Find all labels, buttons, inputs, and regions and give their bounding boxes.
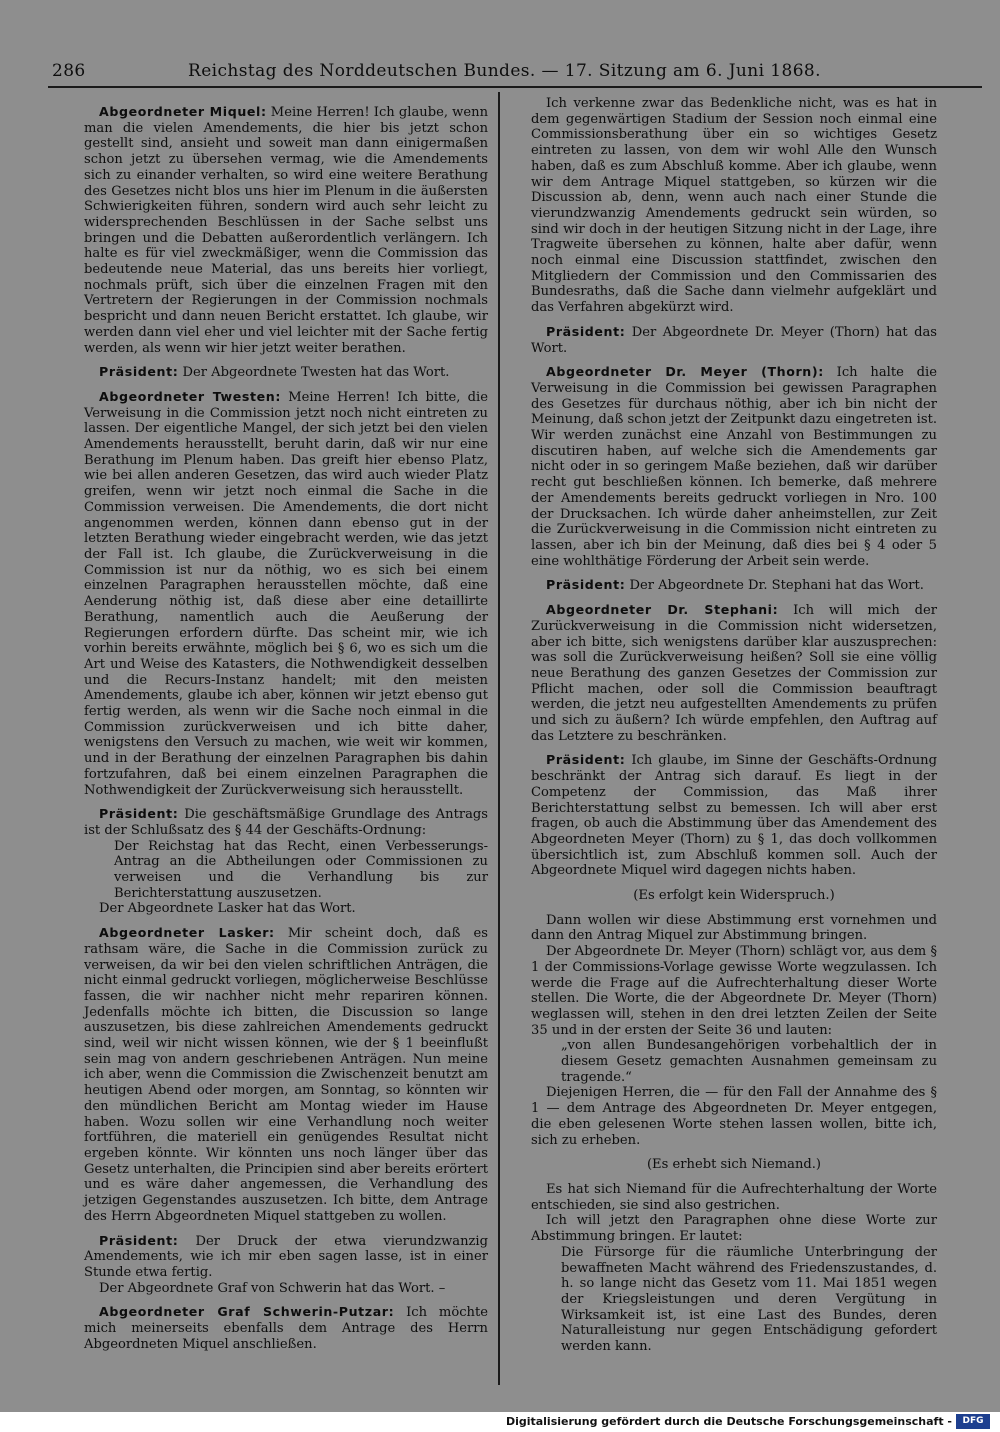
- speech-paragraph: [84, 364, 488, 381]
- speech-paragraph: [531, 602, 937, 744]
- speech-paragraph: [84, 389, 488, 798]
- speaker-name: Abgeordneter Lasker:: [99, 925, 275, 941]
- speech-text: Ich glaube, im Sinne der Geschäfts-Ordnung beschränkt der Antrag sich darauf. Es liegt in der Competenz der Commission, das Maß ihrer Berichterstattung selbst zu bemessen. Ich will aber erst fragen, ob auch die Abstimmung über das Amendement des Abgeordneten Meyer (Thorn) zu § 1, das doch vollkommen übersichtlich ist, zum Abschluß kommen soll. Auch der Abgeordnete Miquel wird dagegen nichts haben.: [531, 753, 937, 879]
- speaker-name: Abgeordneter Twesten:: [99, 388, 281, 404]
- speech-paragraph: [531, 364, 937, 569]
- speech-text: Der Abgeordnete Twesten hat das Wort.: [178, 365, 450, 381]
- text-paragraph: Ich will jetzt den Paragraphen ohne diese Worte zur Abstimmung bringen. Er lautet:: [531, 1213, 937, 1245]
- right-column: [531, 96, 937, 1355]
- speech-text: Ich halte die Verweisung in die Commission bei gewissen Paragraphen des Gesetzes für durchaus nöthig, aber ich bin nicht der Meinung, daß schon jetzt der Zeitpunkt dazu eingetreten ist. Wir werden zunächst eine Anzahl von Bestimmungen zu discutiren haben, auf welche sich die Amendements gar nicht oder in so geringem Maße beziehen, daß wir darüber recht gut beschließen können. Ich bemerke, daß mehrere der Amendements bereits gedruckt vorliegen in Nro. 100 der Drucksachen. Ich würde daher anheimstellen, zur Zeit die Zurückverweisung in die Commission nicht eintreten zu lassen, aber ich bin der Meinung, daß dies bei § 4 oder 5 eine wohlthätige Förderung der Arbeit sein werde.: [531, 365, 937, 569]
- speech-text: Der Druck der etwa vierundzwanzig Amendements, wie ich mir eben sagen lasse, ist in einer Stunde etwa fertig.: [84, 1233, 488, 1280]
- page-number: 286: [52, 61, 86, 81]
- quoted-text: Der Reichstag hat das Recht, einen Verbesserungs-Antrag an die Abtheilungen oder Commissionen zu verweisen und die Verhandlung bis zur Berichterstattung auszusetzen.: [114, 838, 488, 901]
- text-paragraph: Der Abgeordnete Lasker hat das Wort.: [99, 901, 356, 917]
- speech-paragraph: [531, 577, 937, 594]
- speaker-name: Präsident:: [99, 1232, 179, 1248]
- speech-text: Meine Herren! Ich bitte, die Verweisung in die Commission jetzt noch nicht eintreten zu lassen. Der eigentliche Mangel, der sich jetzt bei den vielen Amendements herausstellt, beruht darin, daß wir nur eine Berathung im Plenum haben. Das greift hier ebenso Platz, wie bei allen anderen Gesetzen, das wird auch wieder Platz greifen, wenn wir jetzt noch einmal die Sache in die Commission verweisen. Die Amendements, die dort nicht angenommen werden, können dann ebenso gut in der letzten Berathung wieder eingebracht werden, wie das jetzt der Fall ist. Ich glaube, die Zurückverweisung in die Commission ist nur da nöthig, wo es sich bei einem einzelnen Paragraphen herausstellen möchte, daß eine Aenderung nöthig ist, daß diese aber eine detaillirte Berathung, namentlich auch die Aeußerung der Regierungen erfordern dürfte. Das scheint mir, wie ich vorhin bereits erwähnte, möglich bei § 6, wo es sich um die Art und Weise des Katasters, die Nothwendigkeit desselben und die Recurs-Instanz handelt; mit den meisten Amendements, glaube ich aber, können wir jetzt ebenso gut fertig werden, als wenn wir die Sache noch einmal in die Commission zurückverweisen und ich bitte daher, wenigstens den Versuch zu machen, wie weit wir kommen, und in der Berathung der einzelnen Paragraphen bis dahin fortzufahren, daß bei einem einzelnen Paragraphen die Nothwendigkeit der Zurückverweisung sich herausstellt.: [84, 389, 488, 798]
- text-paragraph: Diejenigen Herren, die — für den Fall der Annahme des § 1 — dem Antrage des Abgeordneten Dr. Meyer entgegen, die eben gelesenen Worte stehen lassen wollen, bitte ich, sich zu erheben.: [531, 1085, 937, 1148]
- footer-credit: Digitalisierung gefördert durch die Deutsche Forschungsgemeinschaft -: [505, 1415, 952, 1428]
- speech-text: Die geschäftsmäßige Grundlage des Antrags ist der Schlußsatz des § 44 der Geschäfts-Ordnung:: [84, 807, 488, 838]
- speech-text: Ich möchte mich meinerseits ebenfalls dem Antrage des Herrn Abgeordneten Miquel anschließen.: [84, 1305, 489, 1352]
- text-paragraph: Dann wollen wir diese Abstimmung erst vornehmen und dann den Antrag Miquel zur Abstimmung bringen.: [531, 912, 937, 944]
- speaker-name: Präsident:: [546, 577, 626, 593]
- speech-paragraph: [84, 806, 488, 838]
- quoted-text: Die Fürsorge für die räumliche Unterbringung der bewaffneten Macht während des Friedenszustandes, d. h. so lange nicht das Gesetz vom 11. Mai 1851 wegen der Kriegsleistungen und deren Vergütung in Wirksamkeit ist, ist eine Last des Bundes, deren Naturalleistung nur gegen Entschädigung gefordert werden kann.: [561, 1244, 937, 1355]
- speaker-name: Abgeordneter Miquel:: [99, 104, 267, 119]
- speech-paragraph: [84, 925, 488, 1224]
- speech-paragraph: [84, 104, 488, 356]
- page-header: [48, 58, 982, 84]
- text-paragraph: Ich verkenne zwar das Bedenkliche nicht, was es hat in dem gegenwärtigen Stadium der Session noch einmal eine Commissionsberathung über ein so wichtiges Gesetz eintreten zu lassen, von dem wir wohl Alle den Wunsch haben, daß es zum Abschluß komme. Aber ich glaube, wenn wir dem Antrage Miquel stattgeben, so kürzen wir die Discussion ab, denn, wenn auch nach einer Stunde die vierundzwanzig Amendements gedruckt sein würden, so sind wir doch in der heutigen Sitzung nicht in der Lage, ihre Tragweite übersehen zu können, halte aber dafür, wenn noch einmal eine Discussion stattfindet, zwischen den Mitgliedern der Commission und den Commissarien des Bundesraths, daß die Sache dann vielmehr aufgeklärt und das Verfahren abgekürzt wird.: [531, 96, 937, 316]
- speech-paragraph: [84, 1233, 488, 1281]
- text-paragraph: Es hat sich Niemand für die Aufrechterhaltung der Worte entschieden, sie sind also gestrichen.: [531, 1182, 937, 1213]
- speaker-name: Abgeordneter Dr. Meyer (Thorn):: [546, 364, 824, 380]
- speaker-name: Präsident:: [99, 806, 179, 822]
- speaker-name: Präsident:: [99, 364, 179, 380]
- speech-text: Mir scheint doch, daß es rathsam wäre, die Sache in die Commission zurück zu verweisen, da wir bei den vielen schriftlichen Anträgen, die nicht einmal gedruckt vorliegen, möglicherweise Beschlüsse fassen, die wir nachher nicht mehr repariren können. Jedenfalls möchte ich bitten, die Discussion so lange auszusetzen, bis diese zahlreichen Amendements gedruckt sind, weil wir nicht wissen können, wie der § 1 beeinflußt sein mag von andern geschriebenen Anträgen. Nun meine ich aber, wenn die Commission die Zwischenzeit benutzt am heutigen Abend oder morgen, am Sonntag, so könnten wir den mündlichen Bericht am Montag wieder im Hause haben. Wozu sollen wir eine Verhandlung noch weiter fortführen, die materiell ein genügendes Resultat nicht ergeben könnte. Wir könnten uns noch länger über das Gesetz unterhalten, die Principien sind aber bereits erörtert und es wäre daher angemessen, die Verhandlung des jetzigen Gegenstandes auszusetzen. Ich bitte, dem Antrage des Herrn Abgeordneten Miquel stattgeben zu wollen.: [84, 926, 488, 1224]
- column-divider: [498, 92, 500, 1385]
- speech-text: Meine Herren! Ich glaube, wenn man die vielen Amendements, die hier bis jetzt schon gestellt sind, ansieht und soweit man dann einigermaßen schon jetzt zu übersehen vermag, wie die Amendements sich zu einander verhalten, so wird eine weitere Berathung des Gesetzes nicht blos uns hier im Plenum in die äußersten Schwierigkeiten führen, sondern wird auch sehr leicht zu widersprechenden Beschlüssen in der Sache selbst uns bringen und die Debatten außerordentlich verlängern. Ich halte es für viel zweckmäßiger, wenn die Commission das bedeutende neue Material, das uns bereits hier vorliegt, nochmals prüft, sich über die einzelnen Fragen mit den Vertretern der Regierungen in der Commission nochmals bespricht und dann neuen Bericht erstattet. Ich glaube, wir werden dann viel eher und viel leichter mit der Sache fertig werden, als wenn wir hier jetzt weiter berathen.: [84, 105, 489, 356]
- speaker-name: Abgeordneter Dr. Stephani:: [546, 602, 779, 618]
- speaker-name: Präsident:: [546, 752, 626, 768]
- speech-text: Der Abgeordnete Dr. Meyer (Thorn) hat das Wort.: [531, 324, 937, 356]
- parenthetical-note: (Es erhebt sich Niemand.): [646, 1157, 822, 1173]
- header-rule: [48, 86, 982, 88]
- speech-text: Der Abgeordnete Dr. Stephani hat das Wort.: [625, 578, 924, 594]
- left-column: [84, 96, 488, 1352]
- speech-paragraph: [531, 752, 937, 879]
- speaker-name: Abgeordneter Graf Schwerin-Putzar:: [99, 1304, 395, 1320]
- quoted-text: „von allen Bundesangehörigen vorbehaltlich der in diesem Gesetz gemachten Ausnahmen gemeinsam zu tragende.“: [561, 1038, 937, 1085]
- dfg-logo: DFG: [956, 1414, 990, 1429]
- speech-text: Ich will mich der Zurückverweisung in die Commission nicht widersetzen, aber ich bitte, sich wenigstens darüber klar auszusprechen: was soll die Zurückverweisung heißen? Soll sie eine völlig neue Berathung des ganzen Gesetzes der Commission zur Pflicht machen, oder soll die Commission beauftragt werden, die jetzt neu aufgestellten Amendements zu prüfen und sich zu äußern? Ich würde empfehlen, den Auftrag auf das Letztere zu beschränken.: [531, 603, 937, 744]
- text-paragraph: Der Abgeordnete Graf von Schwerin hat das Wort. –: [99, 1280, 446, 1296]
- text-paragraph: Der Abgeordnete Dr. Meyer (Thorn) schlägt vor, aus dem § 1 der Commissions-Vorlage gewisse Worte wegzulassen. Ich werde die Frage auf die Aufrechterhaltung dieser Worte stellen. Die Worte, die der Abgeordnete Dr. Meyer (Thorn) weglassen will, stehen in den drei letzten Zeilen der Seite 35 und in der ersten der Seite 36 und lauten:: [531, 944, 937, 1038]
- speaker-name: Präsident:: [546, 323, 626, 339]
- running-title: Reichstag des Norddeutschen Bundes. — 17. Sitzung am 6. Juni 1868.: [188, 61, 821, 81]
- speech-paragraph: [531, 324, 937, 356]
- footer-bar: [0, 1412, 1000, 1432]
- speech-paragraph: [84, 1304, 488, 1352]
- parenthetical-note: (Es erfolgt kein Widerspruch.): [633, 888, 835, 904]
